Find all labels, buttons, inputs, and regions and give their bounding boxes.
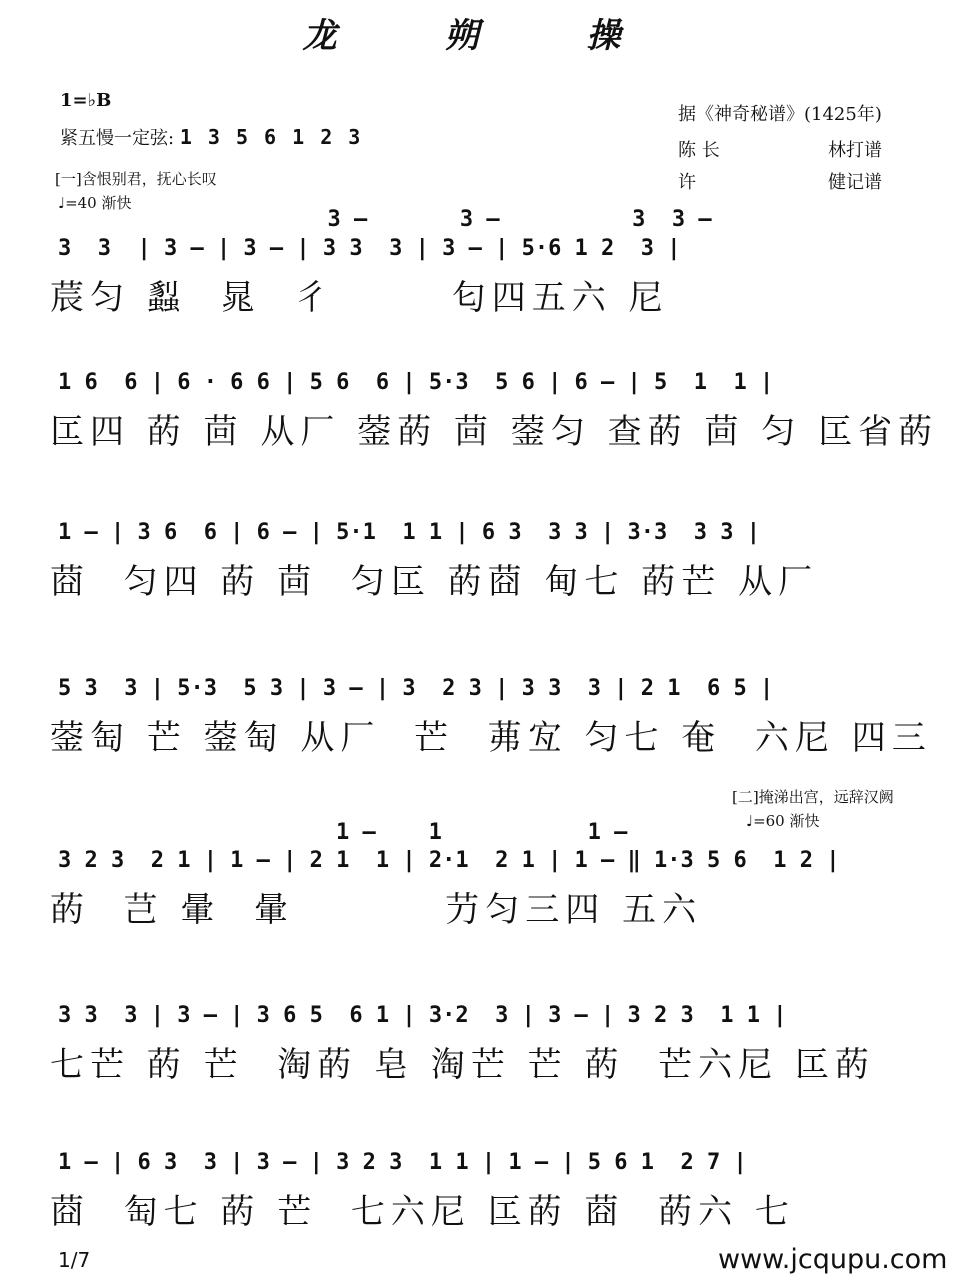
score-row-6-notes: 3 3 3 | 3 — | 3 6 5 6 1 | 3·2 3 | 3 — | 3 2 3 1 1 | bbox=[58, 1003, 787, 1028]
score-row-3-tablature: 莔 匀四 菂 茴 匀匞 菂莔 甸七 菂芒 从厂 bbox=[50, 562, 819, 602]
score-row-2-notes: 1 6 6 | 6 · 6 6 | 5 6 6 | 5·3 5 6 | 6 — | 5 1 1 | bbox=[58, 370, 774, 395]
tuning-notes: 1 3 5 6 1 2 3 bbox=[179, 125, 363, 149]
credit-transcriber-name: 许 bbox=[678, 172, 696, 193]
score-row-2-tablature: 匞四 菂 茴 从厂 蓥菂 茴 蓥匀 查菂 茴 匀 匞省菂 bbox=[50, 412, 939, 452]
credit-arranger bbox=[678, 136, 882, 162]
credit-arranger-name: 陈 长 bbox=[678, 140, 720, 161]
tuning-line bbox=[60, 124, 362, 150]
score-row-1-upper: 3 — 3 — 3 3 — bbox=[195, 207, 712, 232]
score-row-1-notes: 3 3 | 3 — | 3 — | 3 3 3 | 3 — | 5·6 1 2 3 | bbox=[58, 236, 681, 261]
credit-transcriber bbox=[678, 168, 882, 194]
key-signature: 1=♭B bbox=[60, 90, 112, 111]
score-row-3-notes: 1 — | 3 6 6 | 6 — | 5·1 1 1 | 6 3 3 3 | 3·3 3 3 | bbox=[58, 520, 760, 545]
section-2-label: [二]掩涕出宫，远辞汉阙 bbox=[732, 788, 894, 806]
section-2-tempo: ♩=60 渐快 bbox=[746, 812, 820, 830]
watermark: www.jcqupu.com bbox=[718, 1244, 948, 1275]
section-1-tempo: ♩=40 渐快 bbox=[58, 194, 132, 212]
score-row-4-tablature: 蓥匋 芒 蓥匋 从厂 芒 茀宐 匀七 奄 六尼 四三 bbox=[50, 718, 932, 758]
source-line: 据《神奇秘谱》(1425年) bbox=[678, 104, 882, 125]
score-row-5-upper: 1 — 1 1 — bbox=[230, 820, 628, 845]
score-row-4-notes: 5 3 3 | 5·3 5 3 | 3 — | 3 2 3 | 3 3 3 | 2 1 6 5 | bbox=[58, 676, 774, 701]
score-row-5-notes: 3 2 3 2 1 | 1 — | 2 1 1 | 2·1 2 1 | 1 — ‖ 1·3 5 6 1 2 | bbox=[58, 848, 840, 873]
tuning-label: 紧五慢一定弦: bbox=[60, 128, 175, 149]
credit-arranger-role: 林打谱 bbox=[828, 140, 882, 161]
score-row-5-tablature: 菂 芑 暈 暈 芀匀三四 五六 bbox=[50, 890, 703, 930]
score-row-1-tablature: 莀匀 蠫 晁 彳 匂四五六 尼 bbox=[50, 278, 669, 318]
page-title: 龙 朔 操 bbox=[302, 16, 669, 56]
credit-transcriber-role: 健记谱 bbox=[828, 172, 882, 193]
score-row-6-tablature: 七芒 菂 芒 淘菂 皂 淘芒 芒 菂 芒六尼 匞菂 bbox=[50, 1045, 875, 1085]
section-1-label: [一]含恨别君，抚心长叹 bbox=[55, 170, 217, 188]
score-row-7-tablature: 莔 匋七 菂 芒 七六尼 匞菂 莔 菂六 七 bbox=[50, 1192, 795, 1232]
score-row-7-notes: 1 — | 6 3 3 | 3 — | 3 2 3 1 1 | 1 — | 5 6 1 2 7 | bbox=[58, 1150, 747, 1175]
page-number: 1/7 bbox=[58, 1248, 91, 1272]
